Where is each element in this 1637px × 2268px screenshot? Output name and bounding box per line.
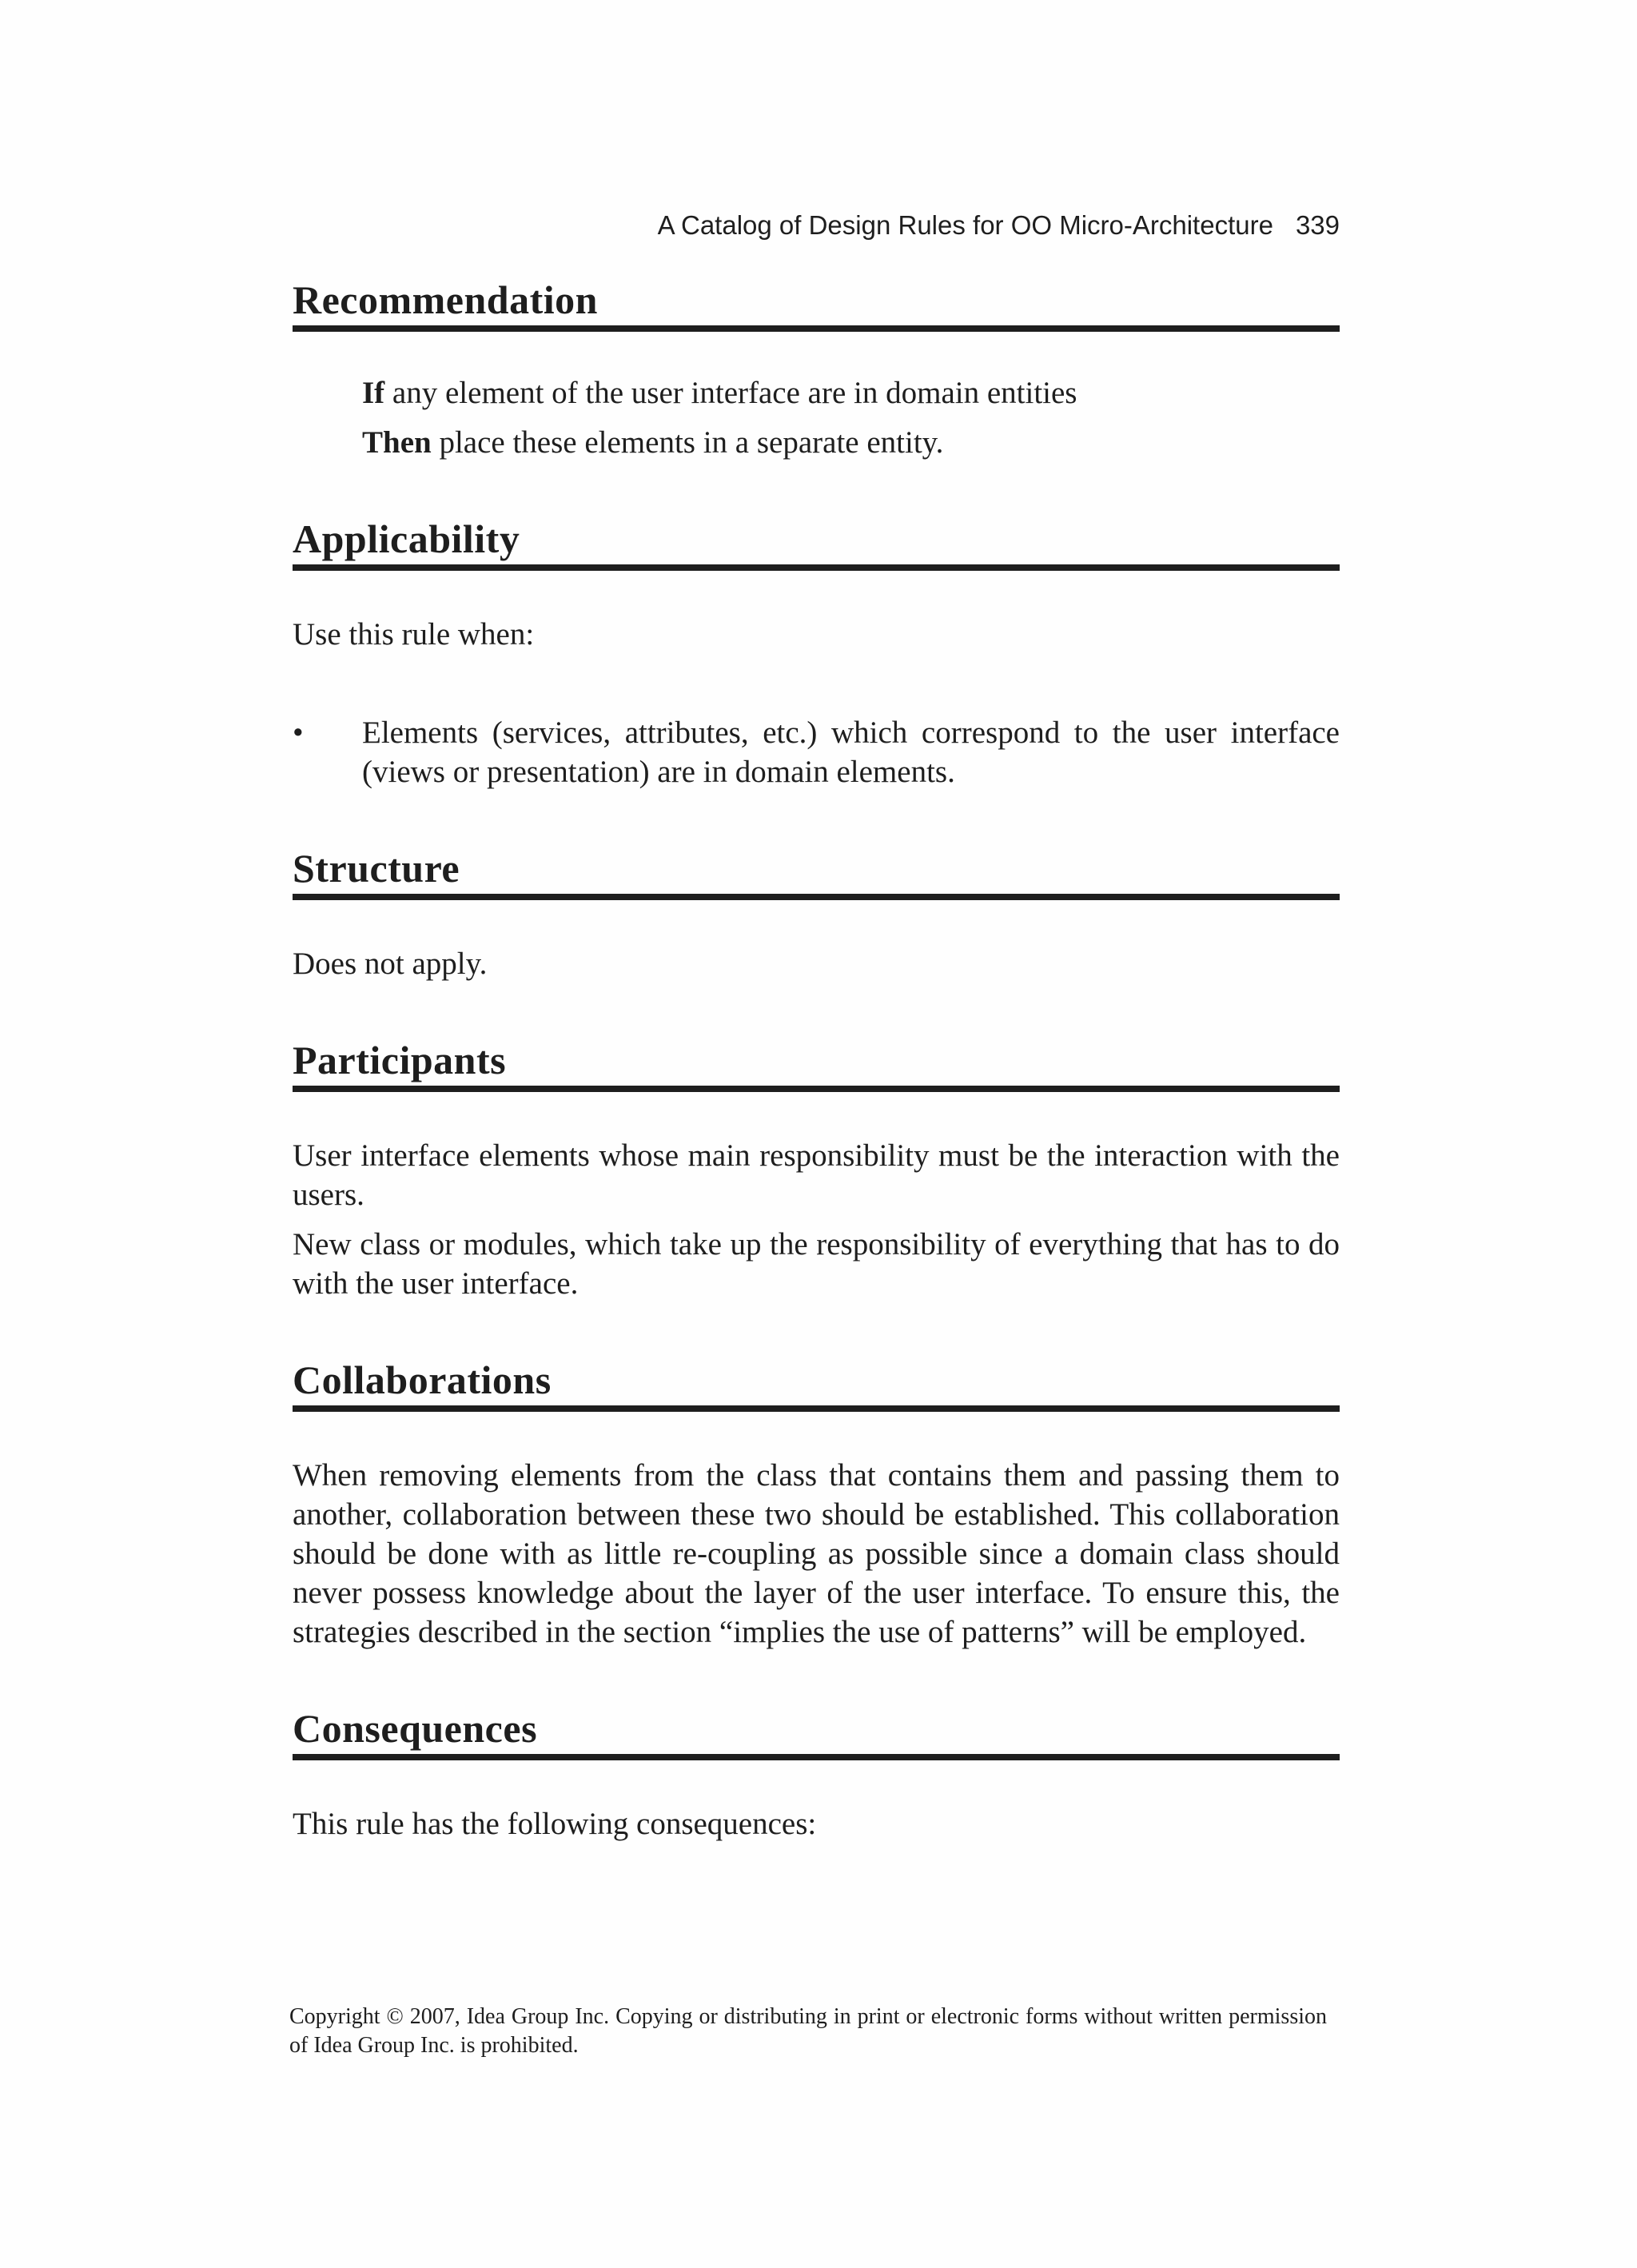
heading-recommendation: Recommendation bbox=[293, 276, 1340, 332]
bullet-text: Elements (services, attributes, etc.) which correspond to the user interface (views or presentation) are in domain elements. bbox=[362, 715, 1340, 789]
heading-applicability: Applicability bbox=[293, 515, 1340, 571]
heading-consequences: Consequences bbox=[293, 1704, 1340, 1760]
rule-then-line bbox=[362, 423, 1340, 462]
participants-paragraph-1: User interface elements whose main responsibility must be the interaction with the users. bbox=[293, 1138, 1340, 1212]
list-item bbox=[293, 713, 1340, 791]
section-participants bbox=[293, 1036, 1340, 1303]
section-structure bbox=[293, 844, 1340, 983]
running-title: A Catalog of Design Rules for OO Micro-Architecture bbox=[657, 210, 1273, 240]
heading-structure: Structure bbox=[293, 844, 1340, 900]
running-header bbox=[293, 209, 1340, 241]
rule-block bbox=[293, 373, 1340, 462]
rule-if-line bbox=[362, 373, 1340, 413]
bullet-icon: • bbox=[293, 715, 304, 750]
heading-participants: Participants bbox=[293, 1036, 1340, 1092]
page-content bbox=[293, 276, 1340, 1843]
applicability-intro: Use this rule when: bbox=[293, 617, 535, 652]
if-keyword: If bbox=[362, 376, 385, 410]
structure-text: Does not apply. bbox=[293, 947, 488, 981]
heading-collaborations: Collaborations bbox=[293, 1356, 1340, 1412]
consequences-text: This rule has the following consequences: bbox=[293, 1807, 817, 1841]
collaborations-text: When removing elements from the class that contains them and passing them to another, collaboration between these two should be established. This collaboration should be done with as little re-coupling as possible since a domain class should never possess knowledge about the layer of the user interface. To ensure this, the strategies described in the section “implies the use of patterns” will be employed. bbox=[293, 1458, 1340, 1649]
copyright-footer: Copyright © 2007, Idea Group Inc. Copying or distributing in print or electronic forms without written permission of Idea Group Inc. is prohibited. bbox=[289, 2004, 1327, 2058]
participants-paragraph-2: New class or modules, which take up the responsibility of everything that has to do with the user interface. bbox=[293, 1227, 1340, 1301]
if-condition: any element of the user interface are in domain entities bbox=[384, 376, 1077, 410]
section-consequences bbox=[293, 1704, 1340, 1843]
page-number: 339 bbox=[1295, 210, 1340, 240]
then-keyword: Then bbox=[362, 425, 432, 460]
section-recommendation bbox=[293, 276, 1340, 462]
then-action: place these elements in a separate entity. bbox=[431, 425, 944, 460]
section-applicability bbox=[293, 515, 1340, 791]
section-collaborations bbox=[293, 1356, 1340, 1652]
